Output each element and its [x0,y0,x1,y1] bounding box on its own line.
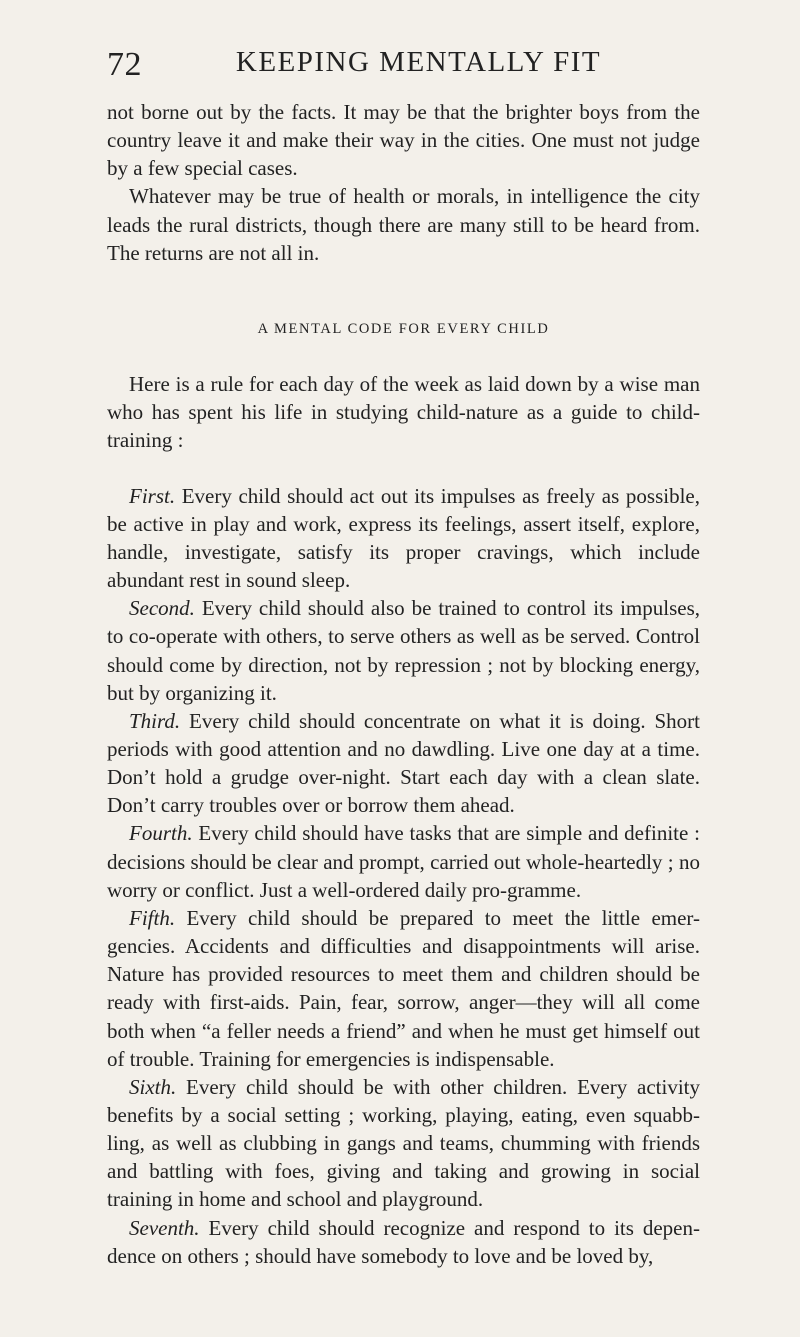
rule-second [107,594,700,707]
page-number: 72 [107,46,142,83]
rule-seventh [107,1214,700,1270]
section-heading: A MENTAL CODE FOR EVERY CHILD [257,320,550,337]
rule-text: Every child should act out its impulses as freely as possible, be active in play and work, express its feelings, assert itself, explore, handle, investigate, satisfy its proper cravings, which include abundant rest in sound sleep. [107,483,700,593]
page-header [107,46,700,90]
rule-label: Third. [129,708,181,733]
rule-label: Seventh. [129,1215,200,1240]
rule-fourth [107,819,700,903]
rule-third [107,707,700,820]
rule-text: Every child should have tasks that are simple and definite : decisions should be clear and prompt, carried out whole-heartedly ; no worry or conflict. Just a well-ordered daily pro-gramme. [107,821,700,902]
section-lead-paragraph: Here is a rule for each day of the week as laid down by a wise man who has spent his life in studying child-nature as a guide to child-training : [107,372,700,453]
rule-sixth [107,1073,700,1214]
rule-label: Second. [129,596,195,621]
running-head: KEEPING MENTALLY FIT [235,46,602,78]
rule-label: Fourth. [129,821,193,846]
body-text [107,98,700,1270]
rule-label: First. [129,483,176,508]
rule-text: Every child should concentrate on what it is doing. Short periods with good attention and no dawdling. Live one day at a time. Don’t hold a grudge over-night. Start each day with a clean slate. Don’t carry troubles over or borrow them ahead. [107,708,700,818]
rule-text: Every child should be with other children. Every activity benefits by a social setting ; working, playing, eating, even squabb-ling, as well as clubbing in gangs and teams, chumming with friends and battling with foes, giving and taking and growing in social training in home and school and playground. [107,1074,700,1212]
rule-first [107,482,700,595]
rule-text: Every child should recognize and respond to its depen-dence on others ; should have somebody to love and be loved by, [107,1215,700,1268]
intro-paragraph-1: not borne out by the facts. It may be that the brighter boys from the country leave it and make their way in the cities. One must not judge by a few special cases. [107,100,700,181]
intro-paragraph-2: Whatever may be true of health or morals, in intelligence the city leads the rural districts, though there are many still to be heard from. The returns are not all in. [107,184,700,265]
rule-fifth [107,904,700,1073]
paragraph-spacer [107,455,700,482]
rule-text: Every child should also be trained to control its impulses, to co-operate with others, to serve others as well as be served. Control should come by direction, not by repression ; not by blocking energy, but by organizing it. [107,596,700,705]
rule-text: Every child should be prepared to meet the little emer-gencies. Accidents and difficulties and disappointments will arise. Nature has provided resources to meet them and children should be ready with first-aids. Pain, fear, sorrow, anger—they will all come both when “a feller needs a friend” and when he must get himself out of trouble. Training for emergencies is indispensable. [107,905,700,1071]
rule-label: Fifth. [129,905,176,930]
rule-label: Sixth. [129,1074,177,1099]
